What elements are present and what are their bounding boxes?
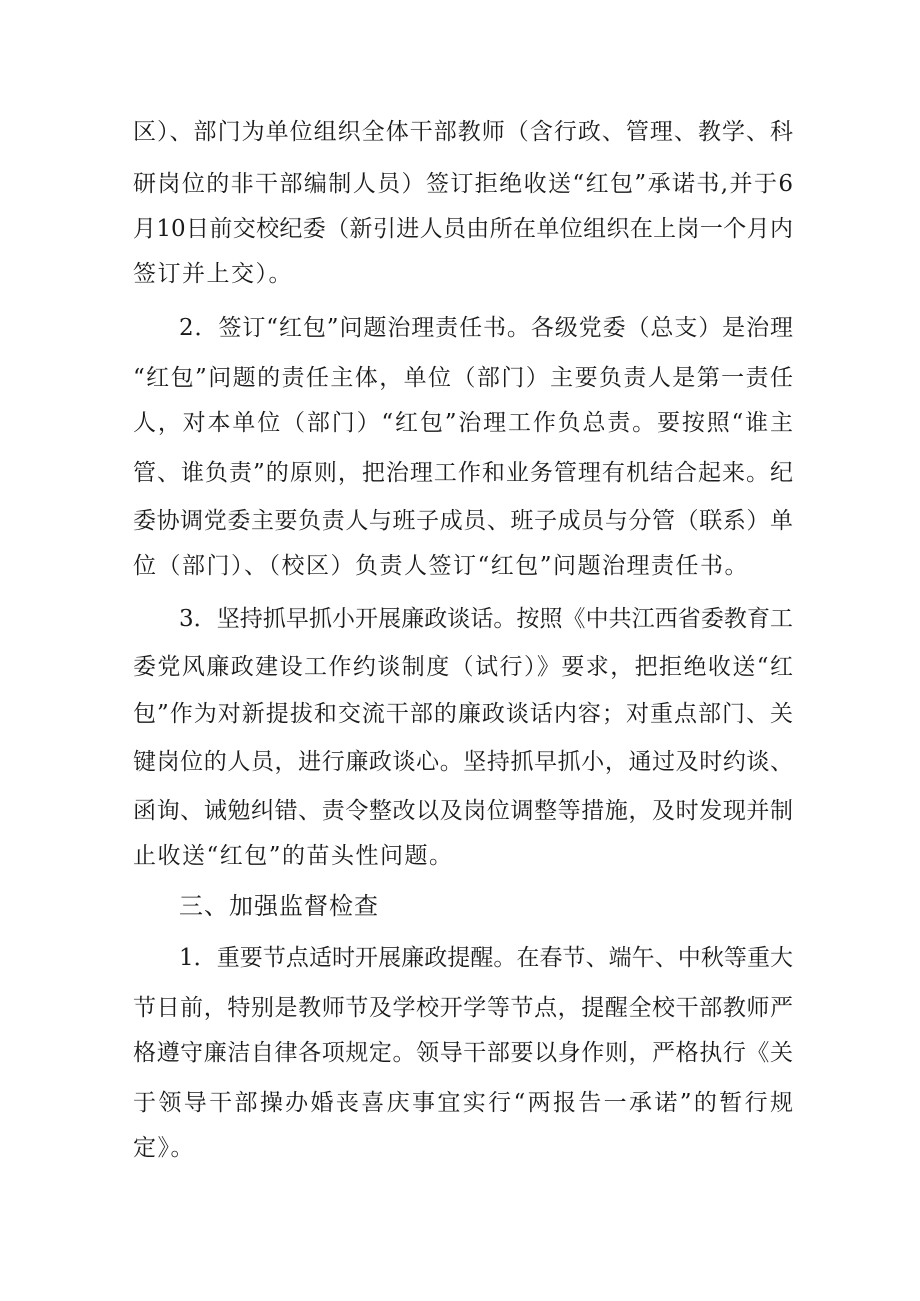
paragraph-line: 于领导干部操办婚丧喜庆事宜实行“两报告一承诺”的暂行规 <box>133 1090 793 1116</box>
paragraph-line: 位（部门）、（校区）负责人签订“红包”问题治理责任书。 <box>133 553 750 579</box>
paragraph-line: 人，对本单位（部门）“红包”治理工作负总责。要按照“谁主 <box>133 410 793 436</box>
paragraph-line: 管、谁负责”的原则，把治理工作和业务管理有机结合起来。纪 <box>133 460 793 486</box>
paragraph-line: 委协调党委主要负责人与班子成员、班子成员与分管（联系）单 <box>133 508 793 534</box>
paragraph-line: 格遵守廉洁自律各项规定。领导干部要以身作则，严格执行《关 <box>133 1040 793 1066</box>
paragraph-line: 键岗位的人员，进行廉政谈心。坚持抓早抓小，通过及时约谈、 <box>133 749 793 775</box>
paragraph-line: “红包”问题的责任主体，单位（部门）主要负责人是第一责任 <box>133 365 793 391</box>
paragraph-line: 止收送“红包”的苗头性问题。 <box>133 843 454 869</box>
section-heading: 三、加强监督检查 <box>179 892 379 920</box>
paragraph-line: 1．重要节点适时开展廉政提醒。在春节、端午、中秋等重大 <box>179 945 793 971</box>
paragraph-line: 节日前，特别是教师节及学校开学等节点，提醒全校干部教师严 <box>133 995 793 1021</box>
paragraph-line: 区）、部门为单位组织全体干部教师（含行政、管理、教学、科 <box>133 119 793 145</box>
paragraph-line: 包”作为对新提拔和交流干部的廉政谈话内容；对重点部门、关 <box>133 701 793 727</box>
paragraph-line: 2．签订“红包”问题治理责任书。各级党委（总支）是治理 <box>179 315 793 341</box>
paragraph-line: 函询、诫勉纠错、责令整改以及岗位调整等措施，及时发现并制 <box>133 798 793 824</box>
paragraph-line: 定》。 <box>133 1135 195 1161</box>
paragraph-line: 3．坚持抓早抓小开展廉政谈话。按照《中共江西省委教育工 <box>179 606 793 632</box>
paragraph-line: 签订并上交）。 <box>133 261 293 287</box>
paragraph-line: 委党风廉政建设工作约谈制度（试行）》要求，把拒绝收送“红 <box>133 654 793 680</box>
paragraph-line: 月10日前交校纪委（新引进人员由所在单位组织在上岗一个月内 <box>133 216 793 242</box>
paragraph-line: 研岗位的非干部编制人员）签订拒绝收送“红包”承诺书,并于6 <box>133 171 793 197</box>
